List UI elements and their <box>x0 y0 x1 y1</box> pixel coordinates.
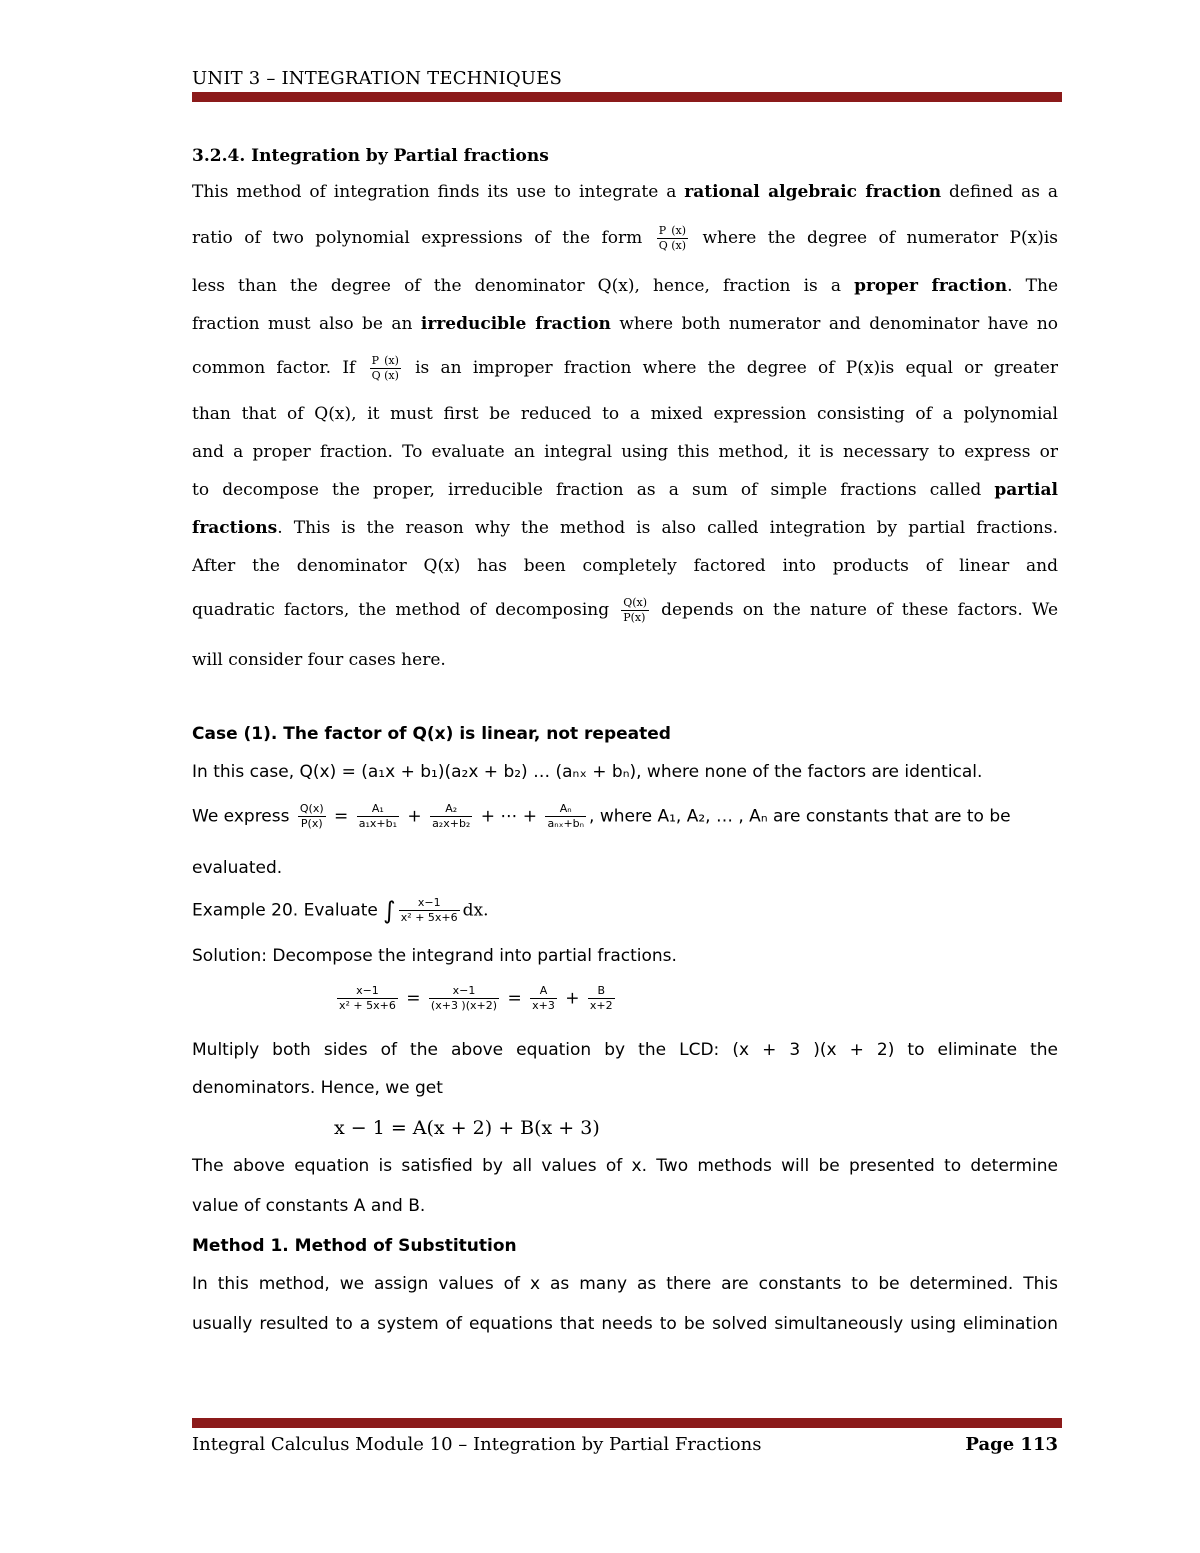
header-rule <box>192 92 1062 102</box>
fraction-p-over-q: $\frac{P (x)}{Q (x)}$ <box>371 354 399 382</box>
case1-line3: evaluated. <box>192 858 283 878</box>
running-footer <box>192 1434 1058 1455</box>
para1-line1: This method of integration finds its use to integrate a rational algebraic fraction defined as a <box>192 182 1058 202</box>
page-number: Page 113 <box>965 1434 1058 1455</box>
statement-line1: The above equation is satisfied by all values of x. Two methods will be presented to determine <box>192 1156 1058 1176</box>
para1-line4: fraction must also be an irreducible fraction where both numerator and denominator have no <box>192 314 1058 334</box>
fraction-q-over-p: $\frac{Q(x)}{P(x)}$ <box>623 596 648 624</box>
method1-heading: Method 1. Method of Substitution <box>192 1236 517 1256</box>
para1-line8: to decompose the proper, irreducible fraction as a sum of simple fractions called partial <box>192 480 1058 500</box>
para1-line2: ratio of two polynomial expressions of the form $\frac{P (x)}{Q (x)}$ where the degree of numerator P(x)is <box>192 224 1058 252</box>
footer-rule <box>192 1418 1062 1428</box>
case1-line2: We express $\frac{Q(x)}{P(x)}$ = $\frac{\text{A₁}}{\text{a₁x+b₁}}$ + $\frac{\text{A₂}}{\text{a₂x+b₂}}$ + ⋯ + $\frac{\text{Aₙ}}{\text{aₙₓ+bₙ}}$ , where A₁, A₂, … , Aₙ are constants that are to be <box>192 802 1011 830</box>
footer-title: Integral Calculus Module 10 – Integration by Partial Fractions <box>192 1434 762 1455</box>
para1-line5: common factor. If $\frac{P (x)}{Q (x)}$ is an improper fraction where the degree of P(x)is equal or greater <box>192 354 1058 382</box>
method1-line2: usually resulted to a system of equations that needs to be solved simultaneously using elimination <box>192 1314 1058 1334</box>
case1-heading: Case (1). The factor of Q(x) is linear, not repeated <box>192 724 671 744</box>
method1-line1: In this method, we assign values of x as many as there are constants to be determined. This <box>192 1274 1058 1294</box>
para1-line7: and a proper fraction. To evaluate an integral using this method, it is necessary to express or <box>192 442 1058 462</box>
identity-equation: x − 1 = A(x + 2) + B(x + 3) <box>334 1117 600 1139</box>
para1-line6: than that of Q(x), it must first be reduced to a mixed expression consisting of a polynomial <box>192 404 1058 424</box>
fraction-p-over-q: $\frac{P (x)}{Q (x)}$ <box>658 224 687 252</box>
para1-line3: less than the degree of the denominator Q(x), hence, fraction is a proper fraction. The <box>192 276 1059 296</box>
para1-line11: quadratic factors, the method of decomposing $\frac{Q(x)}{P(x)}$ depends on the nature of these factors. We <box>192 596 1058 624</box>
multiply-line2: denominators. Hence, we get <box>192 1078 443 1098</box>
para1-line9: fractions. This is the reason why the method is also called integration by partial fractions. <box>192 518 1058 538</box>
para1-line10: After the denominator Q(x) has been completely factored into products of linear and <box>192 556 1058 576</box>
example-line: Example 20. Evaluate ∫ $\frac{x-1}{\text{x² + 5x+6}}$ dx. <box>192 896 489 925</box>
running-header: UNIT 3 – INTEGRATION TECHNIQUES <box>192 68 563 89</box>
multiply-line1: Multiply both sides of the above equation by the LCD: (x + 3 )(x + 2) to eliminate the <box>192 1040 1058 1060</box>
statement-line2: value of constants A and B. <box>192 1196 426 1216</box>
solution-line: Solution: Decompose the integrand into partial fractions. <box>192 946 677 966</box>
section-heading: 3.2.4. Integration by Partial fractions <box>192 146 549 166</box>
para1-line12: will consider four cases here. <box>192 650 446 670</box>
case1-line1: In this case, Q(x) = (a₁x + b₁)(a₂x + b₂) … (aₙₓ + bₙ), where none of the factors are identical. <box>192 762 983 782</box>
decomposition-equation: $\frac{x-1}{\text{x² + 5x+6}}$ = $\frac{x-1}{(x+3 )(x+2)}$ = $\frac{A}{x+3}$ + $\frac{B}{x+2}$ <box>339 984 613 1012</box>
